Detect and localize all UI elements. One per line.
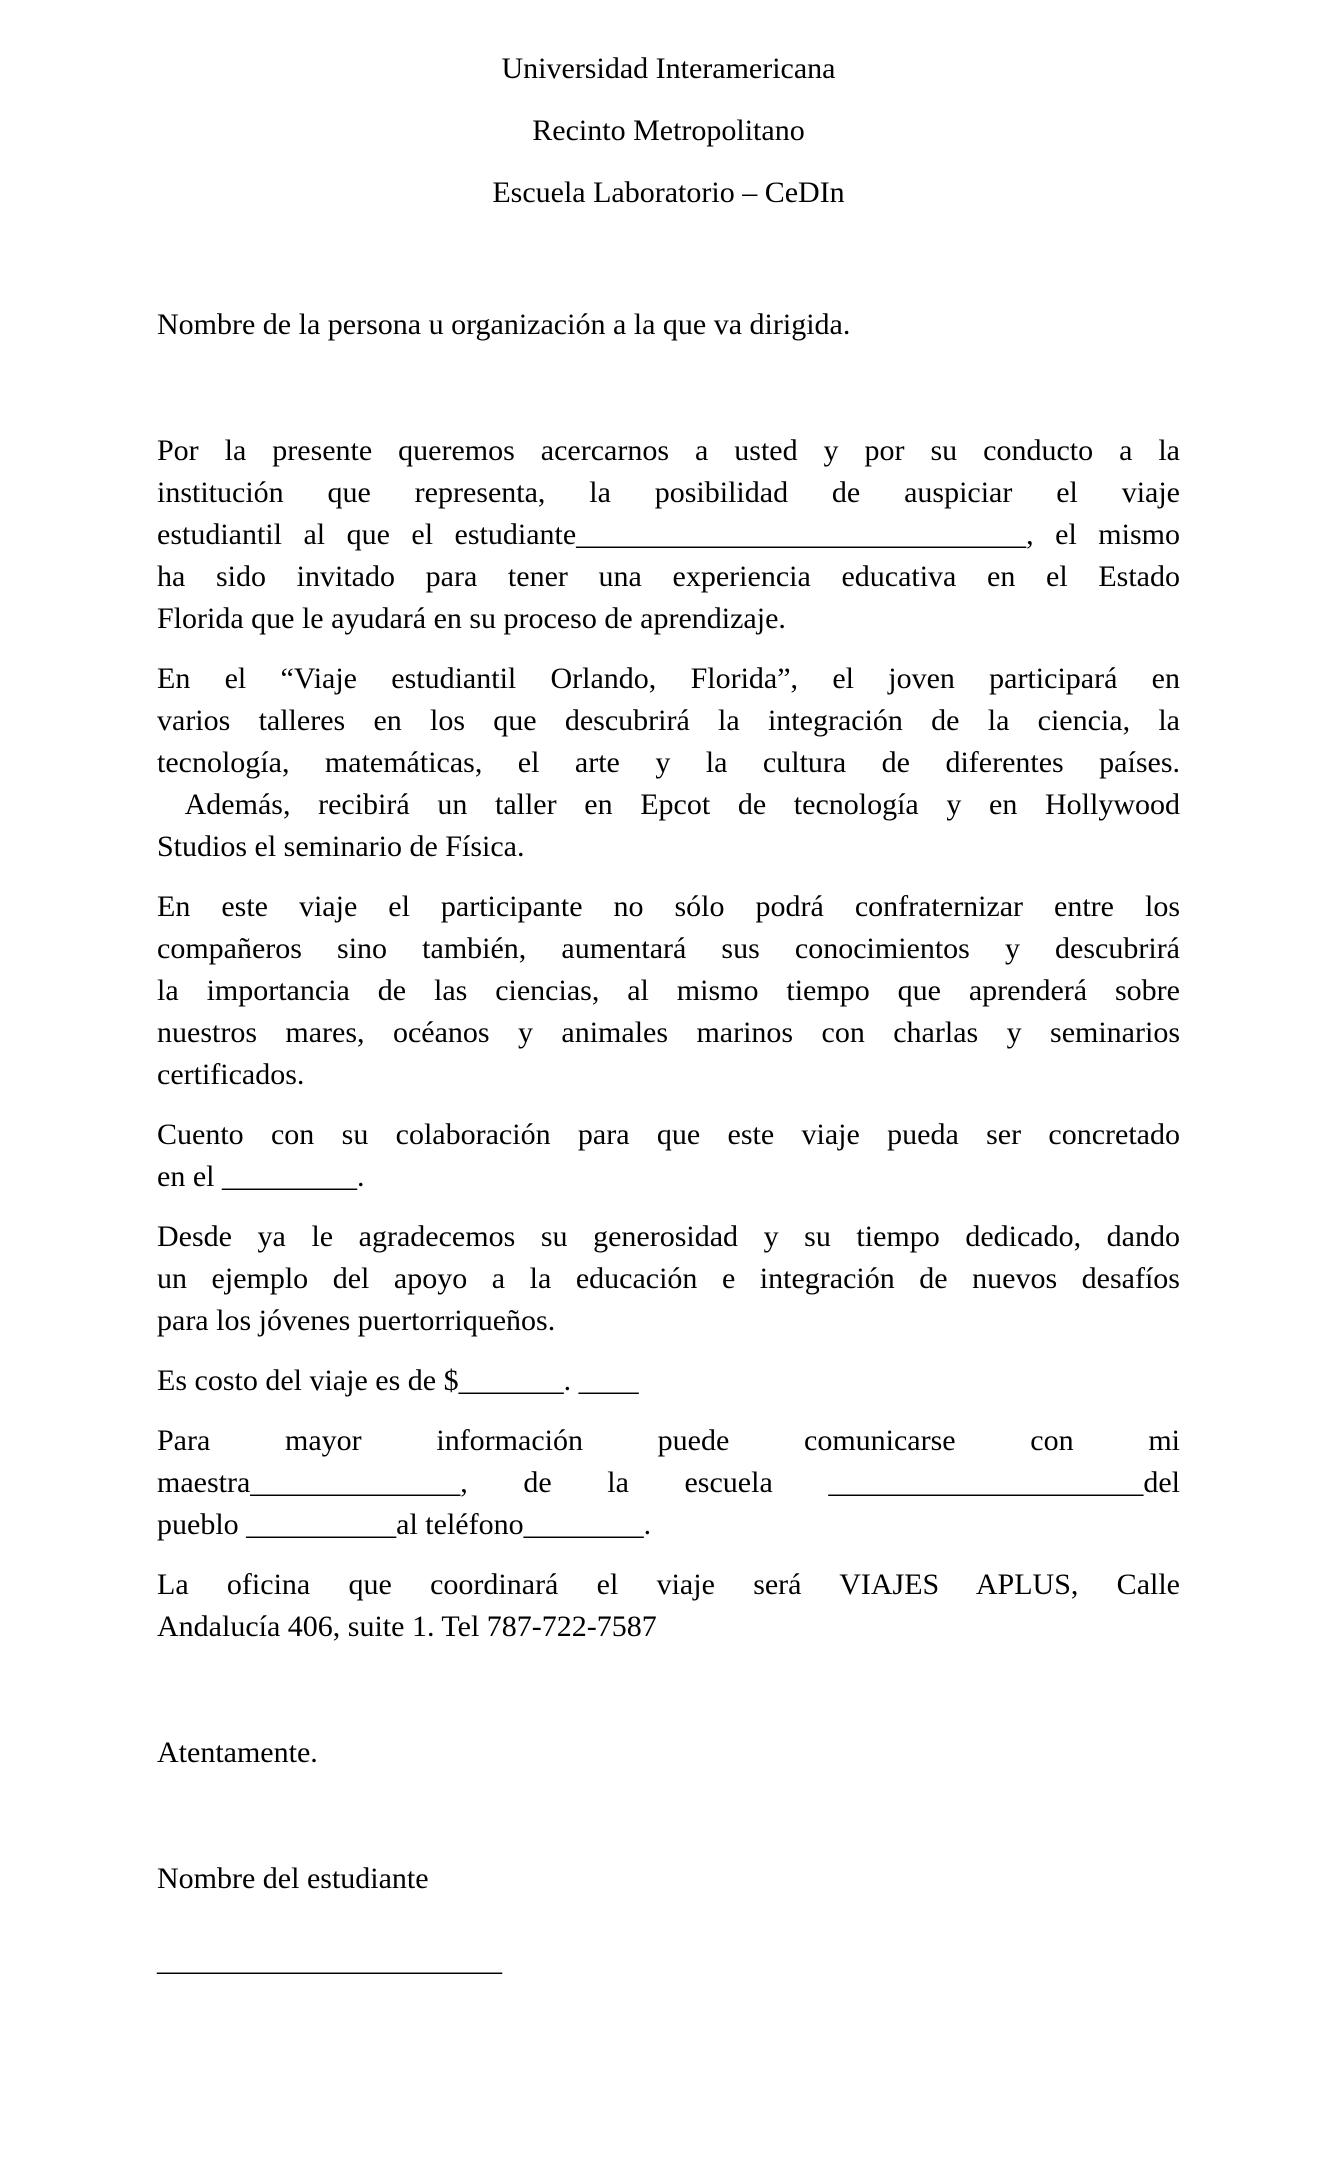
text-line: Cuento con su colaboración para que este viaje pueda ser concretado — [157, 1118, 1180, 1151]
letterhead-campus: Recinto Metropolitano — [532, 114, 805, 147]
text-line: institución que representa, la posibilidad de auspiciar el viaje — [157, 476, 1180, 509]
text-line: En el “Viaje estudiantil Orlando, Florida”, el joven participará en — [157, 662, 1180, 695]
text-line-date-blank: en el _________. — [157, 1160, 365, 1193]
letterhead-university: Universidad Interamericana — [501, 52, 836, 85]
paragraph-travel-agency — [157, 1564, 1180, 1648]
text-line-cost-blank: Es costo del viaje es de $_______. ____ — [157, 1364, 639, 1397]
text-line: para los jóvenes puertorriqueños. — [157, 1304, 556, 1337]
paragraph-collaboration-request — [157, 1114, 1180, 1198]
text-line-student-name-blank: estudiantil al que el estudiante______________________________, el mismo — [157, 518, 1180, 551]
text-line: la importancia de las ciencias, al mismo tiempo que aprenderá sobre — [157, 974, 1180, 1007]
signature-blank-line: _______________________ — [157, 1944, 502, 1977]
text-line-town-phone-blanks: pueblo __________al teléfono________. — [157, 1508, 652, 1541]
student-name-label: Nombre del estudiante — [157, 1862, 429, 1895]
text-line: varios talleres en los que descubrirá la integración de la ciencia, la — [157, 704, 1180, 737]
text-line: Para mayor información puede comunicarse con mi — [157, 1424, 1180, 1457]
text-line: Además, recibirá un taller en Epcot de tecnología y en Hollywood — [157, 788, 1180, 821]
letterhead — [157, 38, 1180, 224]
paragraph-sponsorship-request — [157, 430, 1180, 640]
letterhead-school: Escuela Laboratorio – CeDIn — [492, 176, 845, 209]
text-line: ha sido invitado para tener una experiencia educativa en el Estado — [157, 560, 1180, 593]
text-line: compañeros sino también, aumentará sus conocimientos y descubrirá — [157, 932, 1180, 965]
text-line: Por la presente queremos acercarnos a usted y por su conducto a la — [157, 434, 1180, 467]
text-line: un ejemplo del apoyo a la educación e integración de nuevos desafíos — [157, 1262, 1180, 1295]
text-line: tecnología, matemáticas, el arte y la cultura de diferentes países. — [157, 746, 1180, 779]
text-line: En este viaje el participante no sólo podrá confraternizar entre los — [157, 890, 1180, 923]
text-line: La oficina que coordinará el viaje será VIAJES APLUS, Calle — [157, 1568, 1180, 1601]
text-line: certificados. — [157, 1058, 305, 1091]
text-line-teacher-school-blanks: maestra______________, de la escuela _____________________del — [157, 1466, 1180, 1499]
text-line-agency-address: Andalucía 406, suite 1. Tel 787-722-7587 — [157, 1610, 657, 1643]
paragraph-trip-benefits — [157, 886, 1180, 1096]
text-line: nuestros mares, océanos y animales marinos con charlas y seminarios — [157, 1016, 1180, 1049]
text-line: Studios el seminario de Física. — [157, 830, 525, 863]
closing-salutation: Atentamente. — [157, 1736, 318, 1769]
paragraph-thanks — [157, 1216, 1180, 1342]
paragraph-trip-description — [157, 658, 1180, 868]
paragraph-trip-cost — [157, 1360, 1180, 1402]
recipient-line: Nombre de la persona u organización a la que va dirigida. — [157, 308, 851, 341]
text-line: Desde ya le agradecemos su generosidad y su tiempo dedicado, dando — [157, 1220, 1180, 1253]
text-line: Florida que le ayudará en su proceso de aprendizaje. — [157, 602, 786, 635]
paragraph-contact-info — [157, 1420, 1180, 1546]
